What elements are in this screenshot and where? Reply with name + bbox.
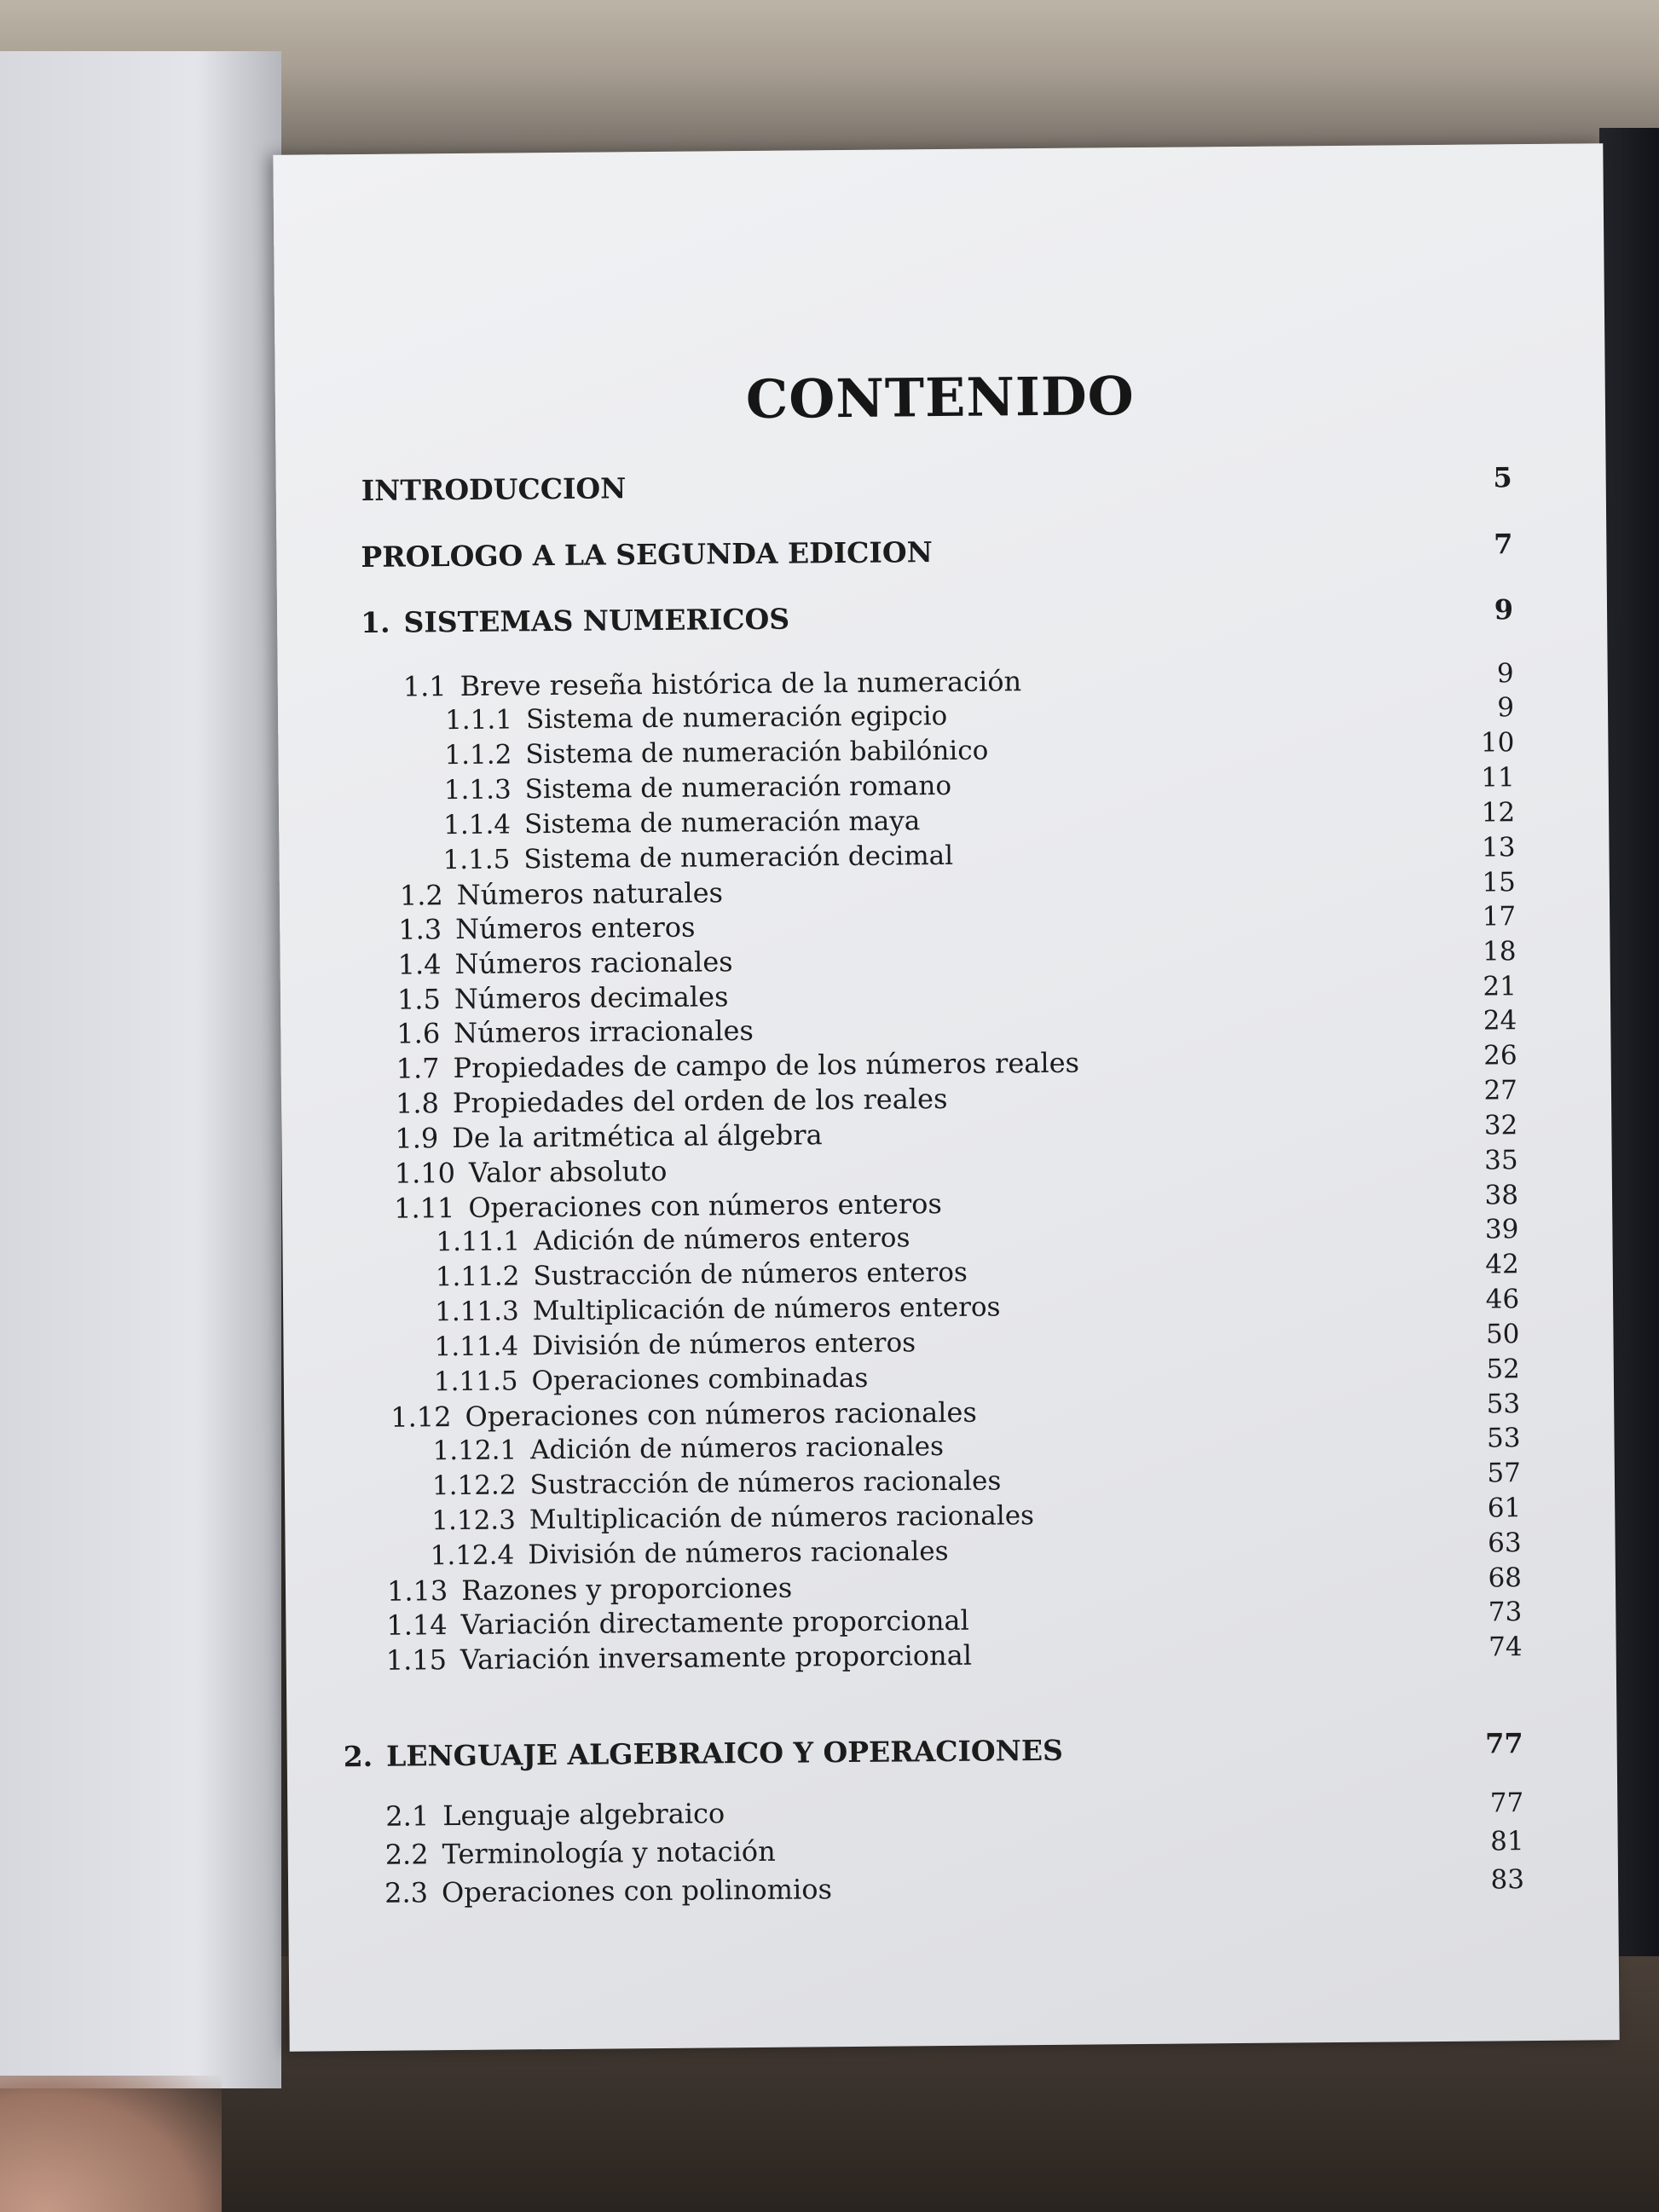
toc-entry xyxy=(361,603,789,640)
toc-entry-page: 63 xyxy=(1487,1528,1522,1559)
toc-entry-number: 2. xyxy=(343,1739,373,1774)
toc-entry-label: PROLOGO A LA SEGUNDA EDICION xyxy=(361,535,933,574)
toc-entry xyxy=(430,1534,948,1573)
toc-entry xyxy=(386,1603,969,1643)
toc-entry-label: Propiedades del orden de los reales xyxy=(452,1082,948,1120)
toc-entry-page: 5 xyxy=(1493,461,1512,494)
toc-entry-number: 1.14 xyxy=(386,1608,448,1642)
toc-entry xyxy=(445,699,947,737)
toc-entry-number: 1.15 xyxy=(385,1643,448,1677)
toc-entry-number: 1.12 xyxy=(390,1401,452,1434)
toc-entry xyxy=(403,664,1022,703)
toc-entry xyxy=(398,910,696,947)
toc-entry-page: 9 xyxy=(1494,593,1514,627)
toc-entry-label: Variación directamente proporcional xyxy=(460,1603,969,1641)
toc-entry-label: Sistema de numeración maya xyxy=(523,806,921,840)
toc-entry-label: De la aritmética al álgebra xyxy=(452,1118,823,1155)
toc-entry-number: 1.11 xyxy=(393,1192,455,1225)
toc-entry-label: Números irracionales xyxy=(454,1014,754,1050)
toc-entry-number: 1.3 xyxy=(398,913,442,946)
toc-entry-page: 11 xyxy=(1481,762,1515,794)
toc-entry-page: 38 xyxy=(1484,1180,1519,1211)
toc-entry-number: 2.3 xyxy=(384,1876,429,1909)
toc-entry-number: 2.2 xyxy=(384,1838,429,1871)
toc-entry-label: Números enteros xyxy=(454,910,696,946)
left-page xyxy=(0,51,281,2088)
toc-entry-label: Multiplicación de números enteros xyxy=(532,1291,1001,1327)
toc-entry-number: 1.10 xyxy=(394,1157,456,1190)
toc-entry-number: 1.4 xyxy=(397,948,442,981)
toc-entry-number: 1.11.1 xyxy=(436,1226,521,1258)
toc-entry-number: 1.13 xyxy=(386,1574,448,1608)
toc-entry xyxy=(385,1834,776,1872)
toc-entry xyxy=(444,734,988,773)
toc-entry-label: Números decimales xyxy=(454,980,729,1016)
toc-entry-label: INTRODUCCION xyxy=(361,471,627,507)
toc-entry-page: 53 xyxy=(1486,1423,1521,1454)
toc-entry xyxy=(395,1118,823,1155)
toc-entry-number: 1.1.3 xyxy=(443,774,512,806)
toc-entry-number: 1.1 xyxy=(402,670,447,703)
toc-entry xyxy=(361,471,627,508)
toc-entry-page: 13 xyxy=(1481,832,1516,863)
toc-entry-label: División de números racionales xyxy=(528,1535,949,1571)
toc-entry xyxy=(444,769,952,807)
toc-entry-number: 1.2 xyxy=(399,879,443,912)
toc-entry-number: 2.1 xyxy=(385,1799,430,1833)
toc-entry-page: 77 xyxy=(1489,1788,1524,1819)
toc-entry-label: Sistema de numeración decimal xyxy=(523,840,954,875)
toc-entry xyxy=(443,804,920,842)
toc-entry-page: 9 xyxy=(1496,658,1514,690)
toc-entry xyxy=(387,1571,792,1608)
toc-entry-page: 57 xyxy=(1487,1458,1522,1489)
toc-entry xyxy=(434,1361,869,1399)
toc-entry-label: SISTEMAS NUMERICOS xyxy=(403,602,790,639)
toc-entry-page: 42 xyxy=(1485,1249,1519,1280)
toc-entry xyxy=(436,1256,968,1294)
toc-entry-page: 24 xyxy=(1483,1005,1517,1037)
toc-entry-label: Multiplicación de números racionales xyxy=(529,1500,1035,1536)
toc-entry xyxy=(432,1464,1002,1503)
toc-entry-page: 12 xyxy=(1481,797,1516,829)
toc-entry-number: 1.5 xyxy=(396,983,442,1016)
toc-entry-label: Valor absoluto xyxy=(468,1154,668,1189)
toc-entry-page: 53 xyxy=(1486,1389,1521,1420)
toc-entry-number: 1.11.2 xyxy=(435,1261,520,1293)
toc-entry-label: Operaciones con polinomios xyxy=(441,1873,833,1909)
toc-entry xyxy=(397,944,732,981)
toc-entry-page: 35 xyxy=(1484,1145,1518,1176)
toc-entry-page: 15 xyxy=(1482,867,1516,898)
toc-entry-number: 1. xyxy=(360,605,390,639)
toc-entry-number: 1.11.5 xyxy=(433,1366,518,1398)
toc-entry xyxy=(436,1221,910,1259)
toc-entry-page: 32 xyxy=(1483,1110,1518,1141)
toc-entry xyxy=(385,1796,725,1833)
toc-entry xyxy=(431,1499,1034,1538)
toc-entry xyxy=(434,1325,916,1364)
toc-entry xyxy=(390,1395,977,1435)
page-title: CONTENIDO xyxy=(745,365,1136,431)
toc-entry xyxy=(396,1014,754,1051)
toc-entry-number: 1.6 xyxy=(396,1017,441,1050)
thumb xyxy=(0,2076,222,2212)
toc-entry-page: 81 xyxy=(1490,1826,1524,1857)
toc-entry-label: División de números enteros xyxy=(531,1327,916,1362)
toc-entry-label: Variación inversamente proporcional xyxy=(460,1638,973,1676)
toc-entry-page: 77 xyxy=(1484,1727,1523,1760)
table-of-contents xyxy=(273,143,1619,2052)
toc-entry xyxy=(397,979,729,1016)
toc-entry-number: 1.11.4 xyxy=(434,1331,519,1363)
toc-entry xyxy=(442,839,953,877)
toc-entry-label: Adición de números racionales xyxy=(530,1431,945,1466)
toc-entry xyxy=(396,1082,948,1121)
toc-entry-page: 27 xyxy=(1483,1075,1518,1106)
toc-entry-number: 1.12.1 xyxy=(432,1435,517,1467)
toc-entry-page: 21 xyxy=(1483,971,1517,1002)
toc-entry-label: Lenguaje algebraico xyxy=(442,1797,725,1833)
toc-entry-label: Razones y proporciones xyxy=(461,1571,793,1607)
toc-entry-number: 1.7 xyxy=(396,1052,440,1085)
contents-page xyxy=(273,143,1619,2052)
toc-entry-number: 1.9 xyxy=(395,1122,439,1155)
toc-entry-label: Números racionales xyxy=(454,945,733,981)
toc-entry xyxy=(394,1187,942,1226)
toc-entry-number: 1.8 xyxy=(395,1087,440,1120)
toc-entry xyxy=(435,1290,1001,1329)
toc-entry-label: Adición de números enteros xyxy=(533,1222,910,1257)
toc-entry-page: 9 xyxy=(1497,692,1515,724)
toc-entry xyxy=(361,535,933,575)
toc-entry-number: 1.1.1 xyxy=(444,704,513,736)
toc-entry-number: 1.1.2 xyxy=(444,739,512,771)
toc-entry-number: 1.12.4 xyxy=(430,1539,515,1572)
toc-entry-label: LENGUAJE ALGEBRAICO Y OPERACIONES xyxy=(386,1733,1064,1773)
toc-entry-number: 1.12.3 xyxy=(431,1505,517,1537)
toc-entry xyxy=(395,1154,668,1191)
toc-entry-page: 73 xyxy=(1488,1597,1523,1628)
toc-entry-label: Sistema de numeración babilónico xyxy=(525,735,989,771)
toc-entry xyxy=(386,1638,973,1678)
toc-entry-page: 52 xyxy=(1486,1354,1520,1385)
toc-entry-number: 1.12.2 xyxy=(431,1470,517,1502)
toc-entry-label: Breve reseña histórica de la numeración xyxy=(460,665,1022,702)
toc-entry-label: Sustracción de números racionales xyxy=(529,1465,1002,1501)
toc-entry xyxy=(396,1046,1080,1086)
toc-entry-label: Operaciones combinadas xyxy=(531,1362,869,1397)
toc-entry-page: 18 xyxy=(1482,936,1517,967)
toc-entry-number: 1.11.3 xyxy=(435,1296,519,1328)
toc-entry xyxy=(400,875,723,912)
toc-entry-number: 1.1.5 xyxy=(442,844,511,876)
toc-entry-page: 50 xyxy=(1485,1319,1520,1350)
toc-entry-page: 10 xyxy=(1480,727,1515,759)
toc-entry-label: Operaciones con números racionales xyxy=(465,1395,977,1433)
toc-entry-label: Números naturales xyxy=(456,876,724,912)
toc-entry-page: 46 xyxy=(1485,1284,1520,1315)
toc-entry-label: Sistema de numeración egipcio xyxy=(525,700,948,736)
toc-entry xyxy=(384,1872,832,1910)
toc-entry-number: 1.1.4 xyxy=(443,809,512,841)
toc-entry xyxy=(344,1734,1063,1774)
toc-entry xyxy=(432,1429,944,1468)
toc-entry-label: Propiedades de campo de los números reales xyxy=(453,1046,1080,1085)
toc-entry-page: 74 xyxy=(1488,1632,1523,1663)
toc-entry-page: 68 xyxy=(1488,1562,1523,1594)
toc-entry-page: 39 xyxy=(1484,1214,1519,1245)
toc-entry-label: Operaciones con números enteros xyxy=(468,1187,943,1224)
toc-entry-label: Sistema de numeración romano xyxy=(524,770,952,806)
toc-entry-label: Terminología y notación xyxy=(442,1834,776,1871)
toc-entry-page: 26 xyxy=(1483,1040,1517,1071)
toc-entry-page: 83 xyxy=(1490,1864,1525,1896)
toc-entry-page: 17 xyxy=(1482,901,1517,933)
toc-entry-page: 61 xyxy=(1487,1493,1522,1524)
toc-entry-label: Sustracción de números enteros xyxy=(533,1256,968,1292)
toc-entry-page: 7 xyxy=(1493,528,1513,561)
